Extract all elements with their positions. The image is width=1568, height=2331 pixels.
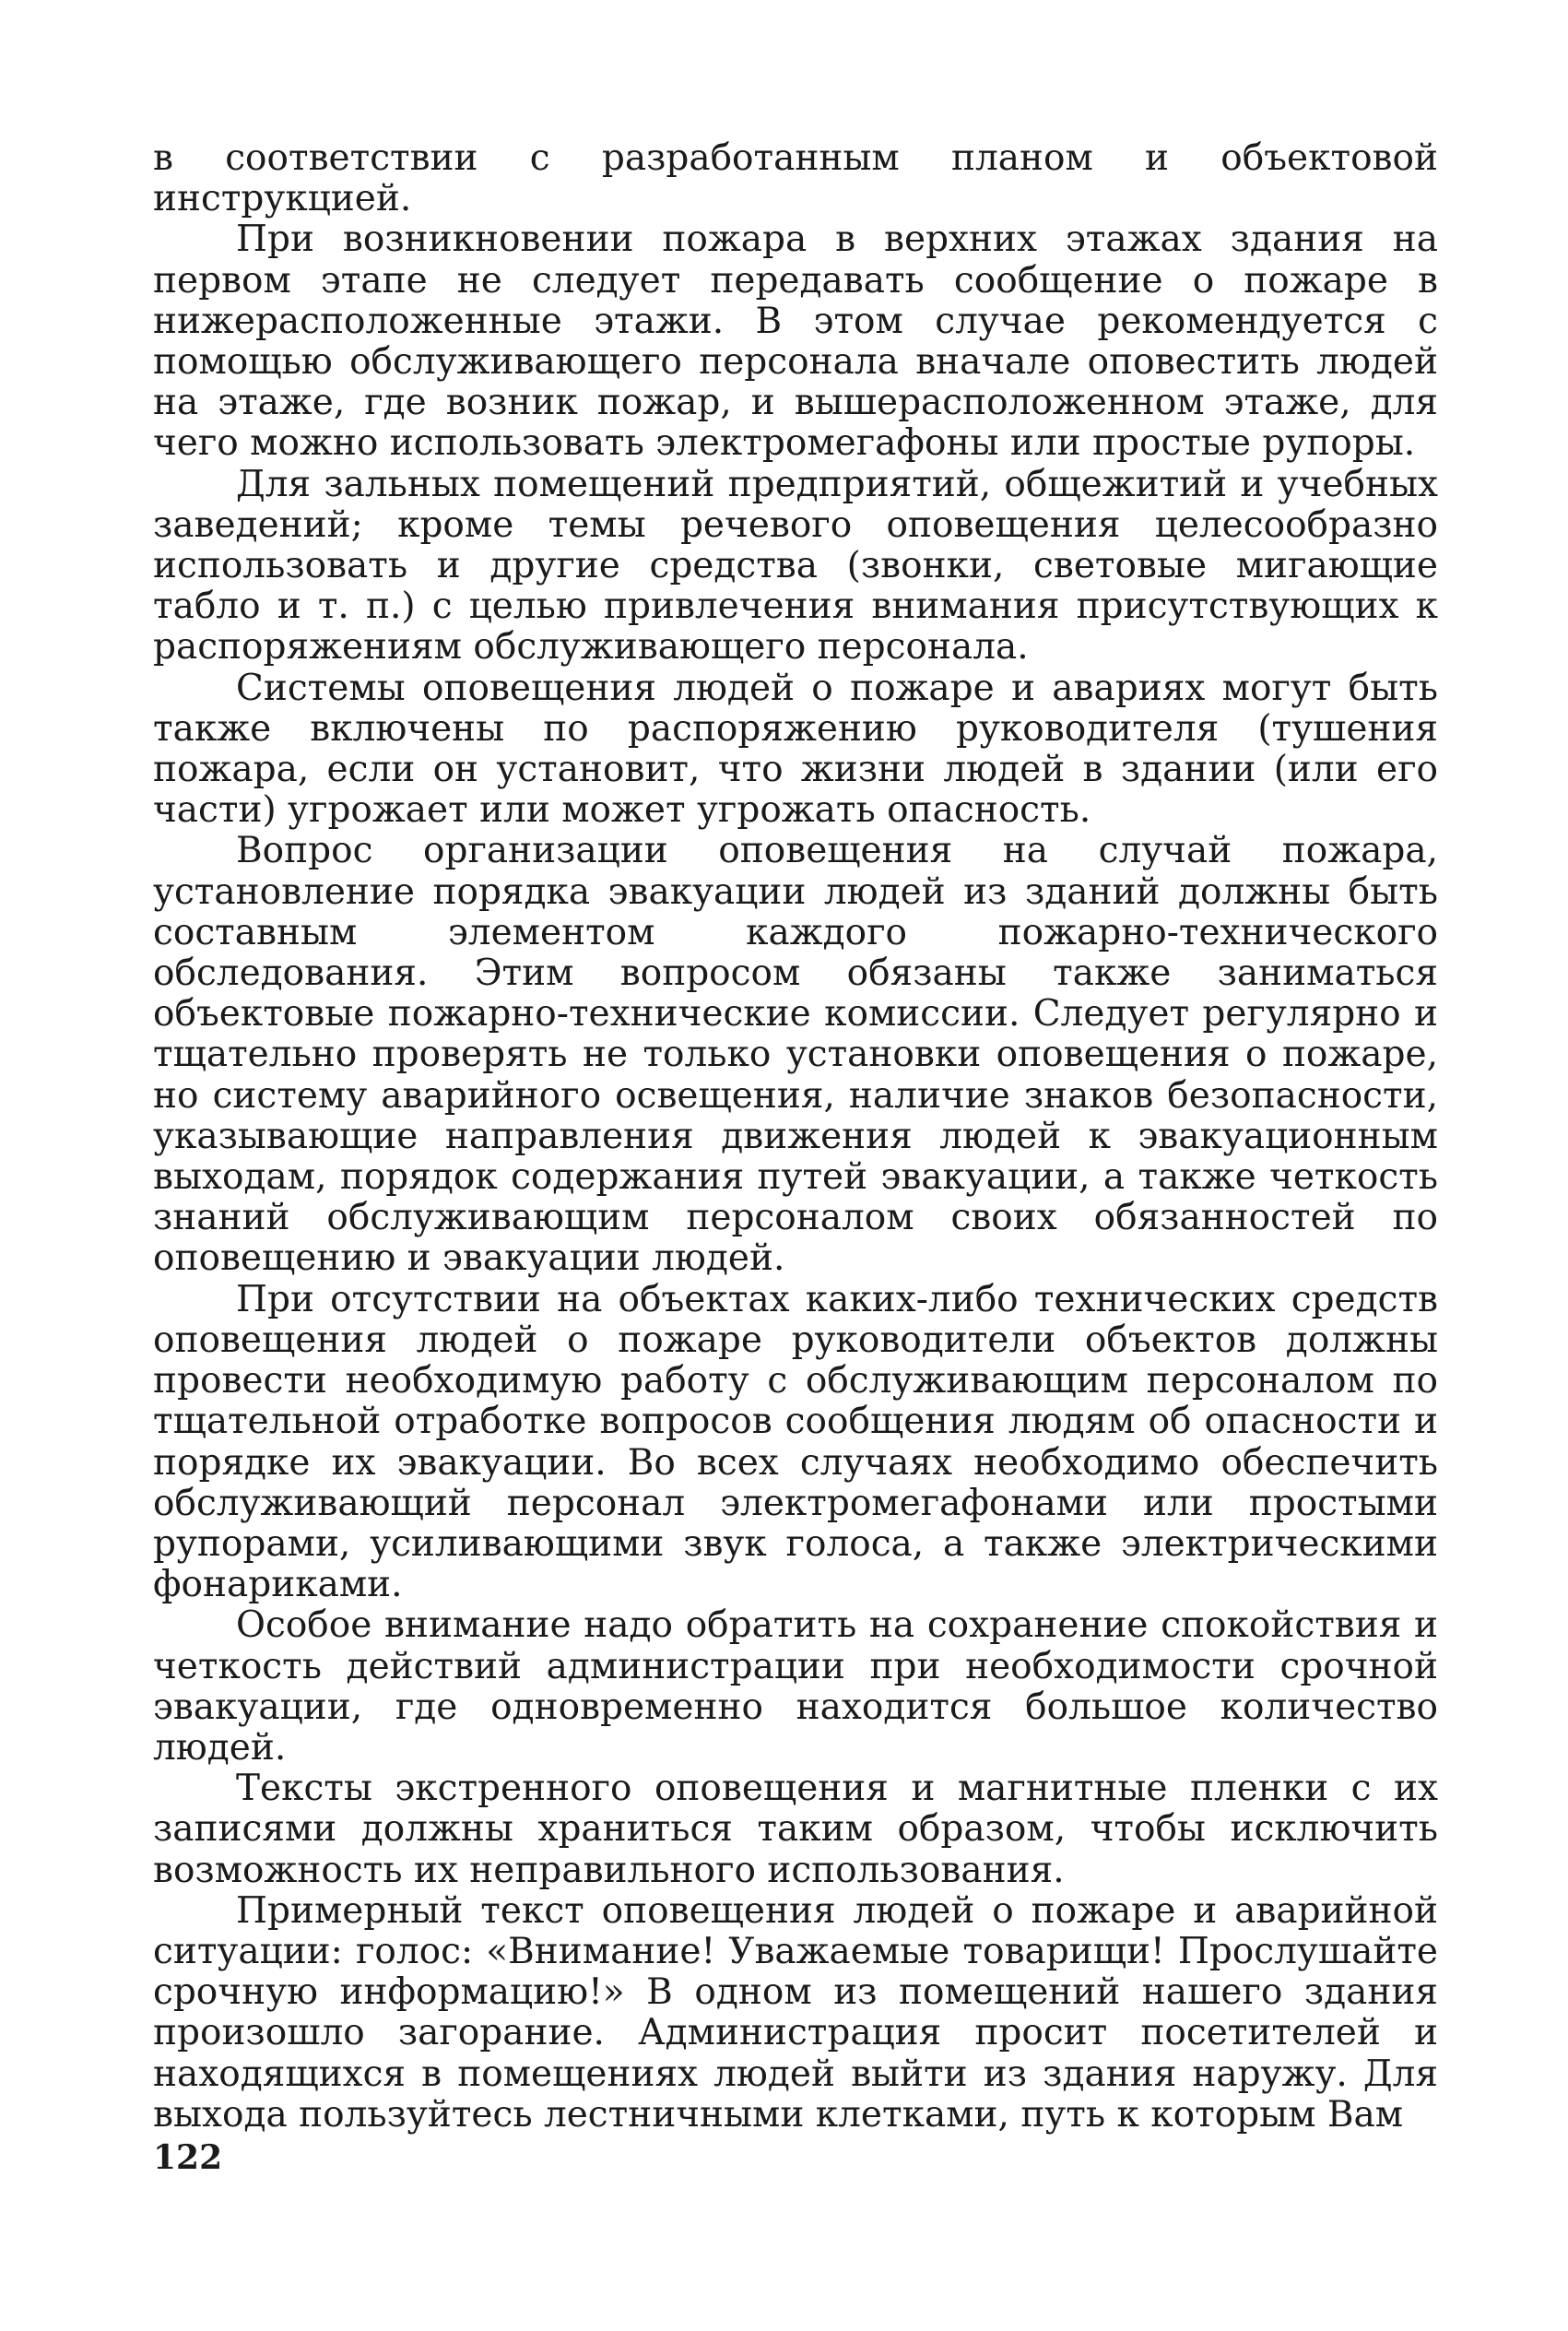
paragraph-5: Вопрос организации оповещения на случай пожара, установление порядка эвакуации людей из зданий должны быть составным элементом каждого пожарно-технического обследования. Этим вопросом обязаны также заниматься объектовые пожарно-технические комиссии. Следует регулярно и тщательно проверять не только установки оповещения о пожаре, но систему аварийного освещения, наличие знаков безопасности, указывающие направления движения людей к эвакуационным выходам, порядок содержания путей эвакуации, а также четкость знаний обслуживающим персоналом своих обязанностей по оповещению и эвакуации людей. [153, 830, 1438, 1280]
paragraph-1: в соответствии с разработанным планом и объектовой инструкцией. [153, 137, 1438, 220]
paragraph-4: Системы оповещения людей о пожаре и авариях могут быть также включены по распоряжению руководителя (тушения пожара, если он установит, что жизни людей в здании (или его части) угрожает или может угрожать опасность. [153, 667, 1438, 832]
paragraph-9: Примерный текст оповещения людей о пожаре и аварийной ситуации: голос: «Внимание! Уважаемые товарищи! Прослушайте срочную информацию!» В одном из помещений нашего здания произошло загорание. Администрация просит посетителей и находящихся в помещениях людей выйти из здания наружу. Для выхода пользуйтесь лестничными клетками, путь к которым Вам [153, 1889, 1438, 2136]
page-body [153, 138, 1438, 2136]
paragraph-8: Тексты экстренного оповещения и магнитные пленки с их записями должны храниться таким образом, чтобы исключить возможность их неправильного использования. [153, 1768, 1438, 1891]
paragraph-2: При возникновении пожара в верхних этажах здания на первом этапе не следует передавать сообщение о пожаре в нижерасположенные этажи. В этом случае рекомендуется с помощью обслуживающего персонала вначале оповестить людей на этаже, где возник пожар, и вышерасположенном этаже, для чего можно использовать электромегафоны или простые рупоры. [153, 219, 1438, 465]
page-number: 122 [153, 2138, 223, 2177]
paragraph-7: Особое внимание надо обратить на сохранение спокойствия и четкость действий администрации при необходимости срочной эвакуации, где одновременно находится большое количество людей. [153, 1604, 1438, 1769]
paragraph-3: Для зальных помещений предприятий, общежитий и учебных заведений; кроме темы речевого оповещения целесообразно использовать и другие средства (звонки, световые мигающие табло и т. п.) с целью привлечения внимания присутствующих к распоряжениям обслуживающего персонала. [153, 463, 1438, 669]
paragraph-6: При отсутствии на объектах каких-либо технических средств оповещения людей о пожаре руководители объектов должны провести необходимую работу с обслуживающим персоналом по тщательной отработке вопросов сообщения людям об опасности и порядке их эвакуации. Во всех случаях необходимо обеспечить обслуживающий персонал электромегафонами или простыми рупорами, усиливающими звук голоса, а также электрическими фонариками. [153, 1278, 1438, 1606]
